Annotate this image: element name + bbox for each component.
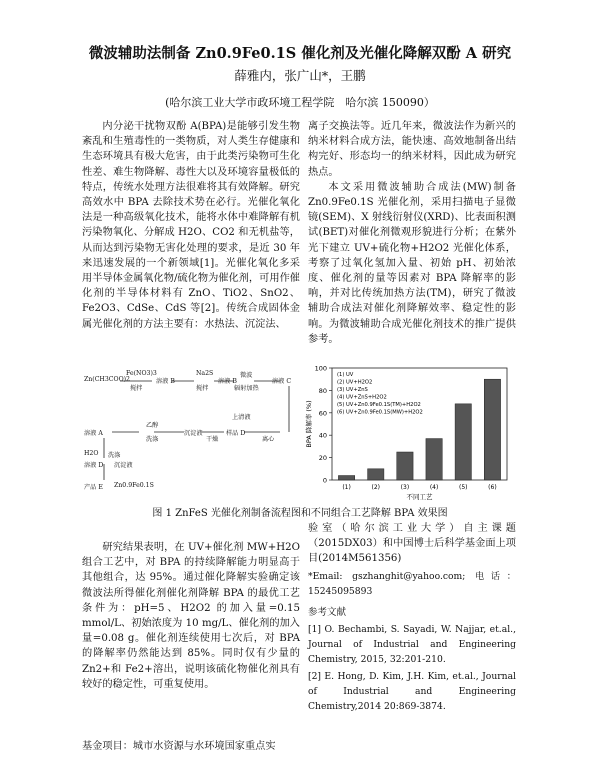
- intro-left-column: [82, 119, 300, 332]
- y-tick-label: 0: [322, 476, 327, 485]
- flow-wash-2: 洗涤: [108, 452, 121, 459]
- reference-1: [1] O. Bechambi, S. Sayadi, W. Najjar, et.al., Journal of Industrial and Engineering Chemistry, 2015, 32:201-210.: [308, 623, 516, 665]
- paper-title: 微波辅助法制备 Zn0.9Fe0.1S 催化剂及光催化降解双酚 A 研究: [88, 45, 512, 62]
- legend-entry: (3) UV+ZnS: [337, 387, 368, 393]
- x-tick-label: (2): [371, 484, 380, 491]
- legend-entry: (2) UV+H2O2: [337, 379, 373, 386]
- funding-continued: 验室（哈尔滨工业大学）自主课题（2015DX03）和中国博士后科学基金面上项目(2014M561356): [308, 523, 516, 565]
- flow-na2s: Na2S: [196, 370, 214, 377]
- x-axis-label: 不同工艺: [406, 493, 433, 500]
- chart-svg: [302, 360, 517, 500]
- flow-h2o: H2O: [84, 450, 99, 457]
- bar: [338, 476, 354, 480]
- funding-note: 基金项目：城市水资源与水环境国家重点实: [82, 741, 276, 752]
- flow-mix-a: 溶液 A: [84, 430, 103, 437]
- references-heading: 参考文献: [308, 606, 347, 618]
- flow-reagent: Fe(NO3)3: [126, 370, 157, 377]
- flow-solution-b: 溶液 B: [218, 378, 237, 385]
- flow-stir: 搅拌: [130, 385, 143, 392]
- intro-right-column: [308, 119, 516, 347]
- flow-solution-a: 溶液 B: [156, 378, 175, 385]
- intro-paragraph: 内分泌干扰物双酚 A(BPA)是能够引发生物紊乱和生殖毒性的一类物质，对人类生存健康和生态环境具有极大危害，由于此类污染物可生化性差、难生物降解、毒性大以及环境容量极低的特点，传统水处理方法很难将其有效降解。研究高效水中 BPA 去除技术势在必行。光催化氧化法是一种高级氧化技术，能将水体中难降解有机污染物氧化、分解成 H2O、CO2 和无机盐等，从而达到污染物无害化处理的要求，是近 30 年来迅速发展的一个新领域[1]。光催化氧化多采用半导体金属氧化物/硫化物为催化剂，可用作催化剂的半导体材料有 ZnO、TiO2、SnO2、Fe2O3、CdSe、CdS 等[2]。传统合成固体金属光催化剂的方法主要有：水热法、沉淀法、: [82, 121, 300, 330]
- x-tick-label: (5): [459, 484, 468, 491]
- flow-precipitate: 沉淀液: [184, 430, 203, 437]
- figure-caption: 图 1 ZnFeS 光催化剂制备流程图和不同组合工艺降解 BPA 效果图: [152, 508, 448, 519]
- bar: [484, 379, 500, 480]
- contact-email: *Email: gszhanghit@yahoo.com; 电话：15245095893: [308, 570, 516, 597]
- flow-precip: 沉淀液: [114, 462, 133, 469]
- y-tick-label: 20: [318, 454, 327, 463]
- intro-paragraph-2: 本文采用微波辅助合成法(MW)制备 Zn0.9Fe0.1S 光催化剂，采用扫描电子显微镜(SEM)、X 射线衍射仪(XRD)、比表面积测试(BET)对催化剂微观形貌进行分析；在紫外光下建立 UV+硫化物+H2O2 光催化体系，考察了过氧化氢加入量、初始 pH、初始浓度、催化剂的量等因素对 BPA 降解率的影响，并对比传统加热方法(TM)，研究了微波辅助合成法对催化剂降解效率、稳定性的影响。为微波辅助合成光催化剂技术的推广提供参考。: [308, 181, 516, 345]
- flow-dry: 干燥: [206, 436, 219, 443]
- y-axis-label: BPA 降解率 (%): [305, 400, 313, 448]
- legend-entry: (6) UV+Zn0.9Fe0.1S(MW)+H2O2: [337, 409, 423, 416]
- x-tick-label: (1): [342, 484, 351, 491]
- intro-continuation: 离子交换法等。近几年来，微波法作为新兴的纳米材料合成方法，能快速、高效地制备出结构完好、形态均一的纳米材料，因此成为研究热点。: [308, 121, 516, 178]
- affiliation: (哈尔滨工业大学市政环境工程学院 哈尔滨 150090）: [165, 96, 435, 109]
- x-tick-label: (3): [400, 484, 410, 491]
- bpa-degradation-chart: [302, 360, 517, 500]
- results-column: [82, 540, 300, 692]
- flow-ethanol: 乙醇: [146, 422, 159, 429]
- flow-product: 产品 E: [84, 484, 103, 491]
- legend-entry: (4) UV+ZnS+H2O2: [337, 394, 387, 401]
- right-lower-column: [308, 521, 516, 714]
- flow-sample: 样品 D: [226, 430, 246, 437]
- bar: [368, 469, 384, 480]
- flow-solution-c: 溶液 C: [272, 378, 292, 385]
- legend-entry: (1) UV: [337, 372, 354, 378]
- bar: [426, 439, 442, 480]
- bar: [455, 404, 471, 480]
- flow-microwave: 微波: [240, 372, 253, 379]
- x-tick-label: (4): [429, 484, 439, 491]
- y-tick-label: 100: [314, 364, 327, 373]
- results-paragraph: 研究结果表明，在 UV+催化剂 MW+H2O 组合工艺中，对 BPA 的持续降解能力明显高于其他组合，达 95%。通过催化降解实验确定该微波法所得催化剂催化剂降解 BPA 的最优工艺条件为：pH=5、H2O2 的加入量=0.15 mmol/L、初始浓度为 10 mg/L、催化剂的加入量=0.08 g。催化剂连续使用七次后，对 BPA 的降解率仍然能达到 85%。同时仅有少量的 Zn2+和 Fe2+溶出，说明该硫化物催化剂具有较好的稳定性，可重复使用。: [82, 542, 300, 690]
- preparation-flowchart: [84, 372, 299, 492]
- flow-stir-2: 搅拌: [196, 385, 209, 392]
- flow-wash: 洗涤: [146, 436, 159, 443]
- flow-supernatant: 上清液: [232, 414, 251, 421]
- flow-reactant: Zn(CH3COO)2: [84, 376, 130, 383]
- flow-centrifuge: 离心: [262, 436, 275, 443]
- bar: [397, 452, 413, 480]
- flow-microwave-heat: 辐射加热: [234, 385, 259, 392]
- y-tick-label: 60: [318, 409, 327, 418]
- legend-entry: (5) UV+Zn0.9Fe0.1S(TM)+H2O2: [337, 402, 421, 408]
- flow-catalyst: Zn0.9Fe0.1S: [114, 482, 154, 489]
- y-tick-label: 80: [318, 386, 327, 395]
- authors: 薛雅内，张广山*，王鹏: [234, 68, 366, 83]
- x-tick-label: (6): [488, 484, 497, 491]
- flow-solid: 溶液 D: [84, 462, 104, 469]
- reference-2: [2] E. Hong, D. Kim, J.H. Kim, et.al., Journal of Industrial and Engineering Chemistry,2014 20:869-3874.: [308, 670, 516, 712]
- y-tick-label: 40: [318, 431, 327, 440]
